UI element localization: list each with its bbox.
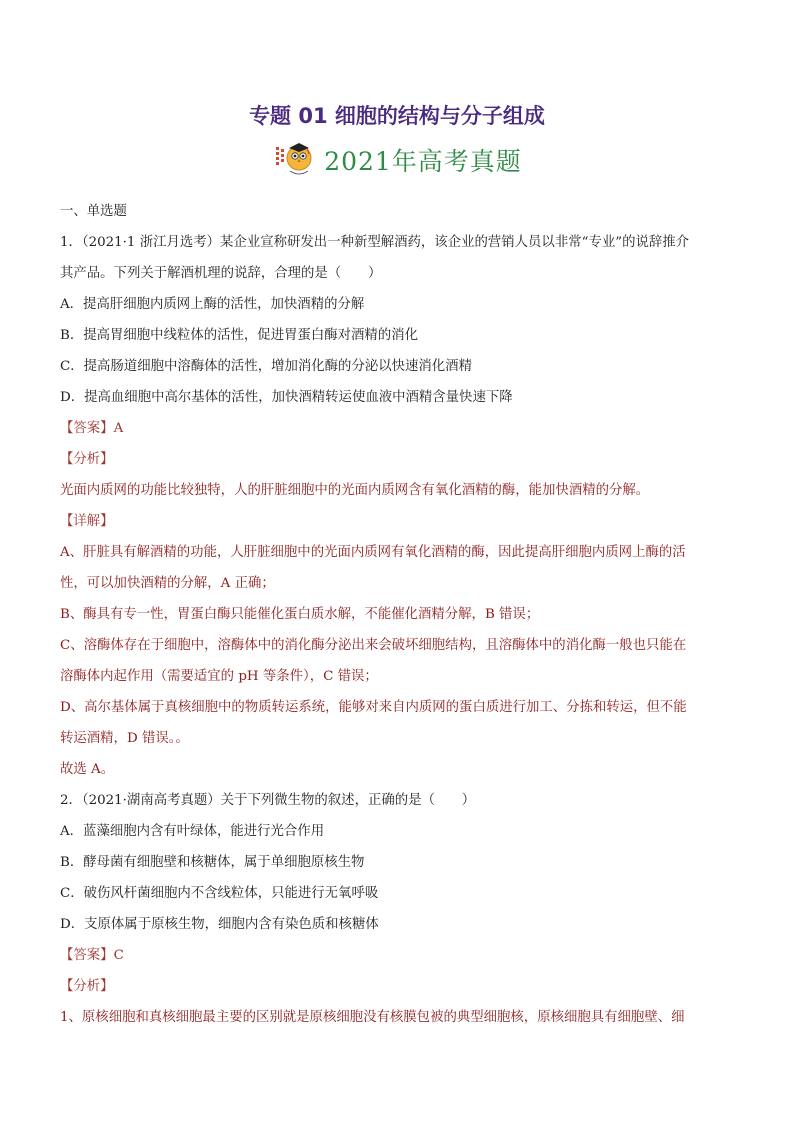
- banner-title: 2021年高考真题: [324, 147, 522, 176]
- q1-detail-d-line2: 转运酒精，D 错误。。: [60, 731, 189, 746]
- q1-stem-line1: 1．（2021·1 浙江月选考）某企业宣称研发出一种新型解酒药，该企业的营销人员以非常“专业”的说辞推介: [60, 235, 690, 250]
- answer-value: C: [113, 948, 124, 963]
- q2-option-a: A．蓝藻细胞内含有叶绿体，能进行光合作用: [60, 824, 325, 839]
- q1-option-b: B．提高胃细胞中线粒体的活性，促进胃蛋白酶对酒精的消化: [60, 328, 418, 343]
- q1-detail-c-line1: C、溶酶体存在于细胞中，溶酶体中的消化酶分泌出来会破坏细胞结构，且溶酶体中的消化酶一般也只能在: [60, 638, 687, 653]
- q1-detail-c-line2: 溶酶体内起作用（需要适宜的 pH 等条件），C 错误；: [60, 669, 378, 684]
- q1-stem-line2: 其产品。下列关于解酒机理的说辞，合理的是（ ）: [60, 266, 382, 281]
- q2-option-d: D．支原体属于原核生物，细胞内含有染色质和核糖体: [60, 917, 379, 932]
- answer-tag: 【答案】: [60, 948, 114, 963]
- q1-option-a: A．提高肝细胞内质网上酶的活性，加快酒精的分解: [60, 297, 365, 312]
- q2-answer: [60, 940, 736, 971]
- owl-logo-icon: [272, 141, 318, 179]
- q1-analysis-tag: 【分析】: [60, 452, 114, 467]
- q2-stem: 2．（2021·湖南高考真题）关于下列微生物的叙述，正确的是（ ）: [60, 793, 476, 808]
- exam-banner: [0, 140, 794, 180]
- q1-analysis-text: 光面内质网的功能比较独特，人的肝脏细胞中的光面内质网含有氧化酒精的酶，能加快酒精的分解。: [60, 483, 650, 498]
- q2-option-c: C．破伤风杆菌细胞内不含线粒体，只能进行无氧呼吸: [60, 886, 379, 901]
- q1-detail-tag: 【详解】: [60, 514, 114, 529]
- answer-tag: 【答案】: [60, 421, 114, 436]
- answer-value: A: [113, 421, 124, 436]
- q2-option-b: B．酵母菌有细胞壁和核糖体，属于单细胞原核生物: [60, 855, 365, 870]
- q1-detail-a-line1: A、肝脏具有解酒精的功能，人肝脏细胞中的光面内质网有氧化酒精的酶，因此提高肝细胞内质网上酶的活: [60, 545, 686, 560]
- section-heading: 一、单选题: [60, 204, 127, 219]
- q1-answer: [60, 413, 736, 444]
- document-title: 专题 01 细胞的结构与分子组成: [249, 104, 545, 128]
- q1-option-d: D．提高血细胞中高尔基体的活性，加快酒精转运使血液中酒精含量快速下降: [60, 390, 513, 405]
- q1-detail-a-line2: 性，可以加快酒精的分解，A 正确；: [60, 576, 275, 591]
- q2-analysis-line1: 1、原核细胞和真核细胞最主要的区别就是原核细胞没有核膜包被的典型细胞核，原核细胞具有细胞壁、细: [60, 1010, 685, 1025]
- q1-detail-b: B、酶具有专一性，胃蛋白酶只能催化蛋白质水解，不能催化酒精分解，B 错误；: [60, 607, 540, 622]
- q1-detail-d-line1: D、高尔基体属于真核细胞中的物质转运系统，能够对来自内质网的蛋白质进行加工、分拣和转运，但不能: [60, 700, 687, 715]
- q1-conclusion: 故选 A。: [60, 762, 115, 777]
- q1-option-c: C．提高肠道细胞中溶酶体的活性，增加消化酶的分泌以快速消化酒精: [60, 359, 472, 374]
- q2-analysis-tag: 【分析】: [60, 979, 114, 994]
- question-content: [60, 196, 736, 1033]
